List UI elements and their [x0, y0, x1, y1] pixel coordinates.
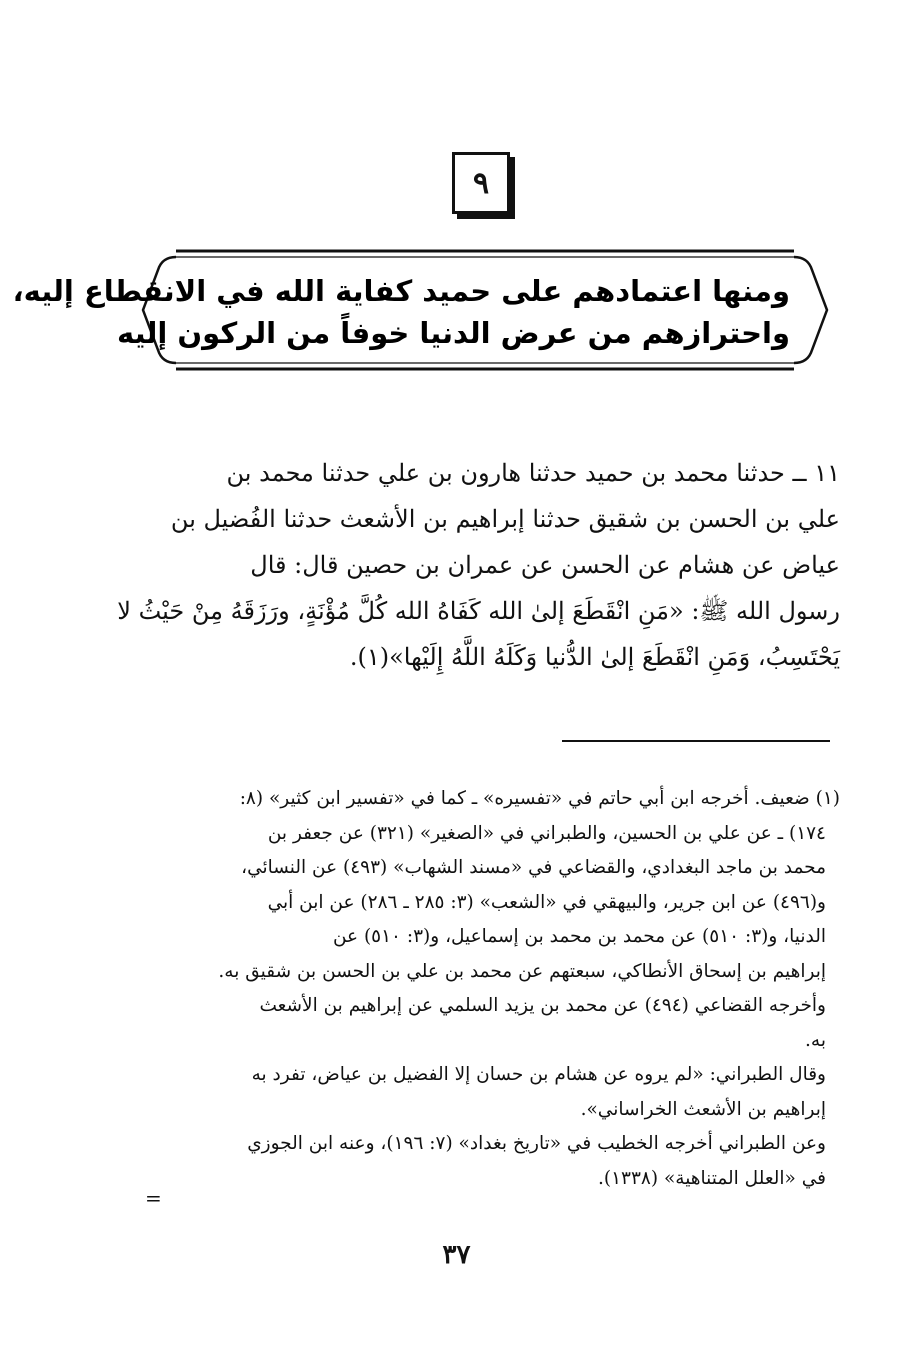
footnote-line: وقال الطبراني: «لم يروه عن هشام بن حسان إلا الفضيل بن عياض، تفرد به [251, 1064, 826, 1085]
footnote-line: إبراهيم بن الأشعث الخراساني». [580, 1098, 826, 1120]
hadith-line: رسول الله ﷺ: «مَنِ انْقَطَعَ إلىٰ الله كَفَاهُ الله كُلَّ مُؤْنَةٍ، ورَزَقَهُ مِنْ حَيْثُ لا [117, 597, 840, 625]
hadith-line: عياض عن هشام عن الحسن عن عمران بن حصين قال: قال [250, 551, 840, 579]
hadith-line: يَحْتَسِبُ، وَمَنِ انْقَطَعَ إلىٰ الدُّنيا وَكَلَهُ اللَّهُ إِلَيْها»(١). [349, 643, 840, 671]
chapter-title [12, 270, 790, 354]
footnote-line: وعن الطبراني أخرجه الخطيب في «تاريخ بغداد» (٧: ١٩٦)، وعنه ابن الجوزي [247, 1133, 826, 1154]
footnote-line: إبراهيم بن إسحاق الأنطاكي، سبعتهم عن محمد بن علي بن الحسن بن شقيق به. [218, 960, 826, 982]
footnote-line: في «العلل المتناهية» (١٣٣٨). [598, 1167, 826, 1189]
hadith-line: ١١ ــ حدثنا محمد بن حميد حدثنا هارون بن علي حدثنا محمد بن [226, 459, 840, 487]
chapter-title-frame [12, 248, 830, 372]
footnote-line: (١) ضعيف. أخرجه ابن أبي حاتم في «تفسيره» ـ كما في «تفسير ابن كثير» (٨: [239, 788, 840, 809]
footnote-line: الدنيا، و(٣: ٥١٠) عن محمد بن محمد بن إسماعيل، و(٣: ٥١٠) عن [332, 926, 826, 947]
footnote-separator [562, 740, 830, 742]
footnote [133, 782, 840, 1196]
footnote-line: به. [805, 1029, 826, 1051]
chapter-title-line-2: واحترازهم من عرض الدنيا خوفاً من الركون إليه [117, 316, 790, 350]
chapter-number: ٩ [472, 165, 490, 201]
footnote-line: وأخرجه القضاعي (٤٩٤) عن محمد بن يزيد السلمي عن إبراهيم بن الأشعث [259, 995, 826, 1016]
chapter-number-box [452, 152, 510, 214]
footnote-line: و(٤٩٦) عن ابن جرير، والبيهقي في «الشعب» (٣: ٢٨٥ ـ ٢٨٦) عن ابن أبي [267, 891, 826, 913]
page-number: ٣٧ [442, 1240, 471, 1270]
hadith-line: علي بن الحسن بن شقيق حدثنا إبراهيم بن الأشعث حدثنا الفُضيل بن [170, 505, 840, 533]
chapter-title-line-1: ومنها اعتمادهم على حميد كفاية الله في الانقطاع إليه، [12, 274, 790, 308]
hadith-text [117, 450, 840, 680]
footnote-line: ١٧٤) ـ عن علي بن الحسين، والطبراني في «الصغير» (٣٢١) عن جعفر بن [267, 822, 826, 844]
footnote-line: محمد بن ماجد البغدادي، والقضاعي في «مسند الشهاب» (٤٩٣) عن النسائي، [241, 857, 826, 878]
footnote-continuation-mark: = [145, 1186, 162, 1210]
